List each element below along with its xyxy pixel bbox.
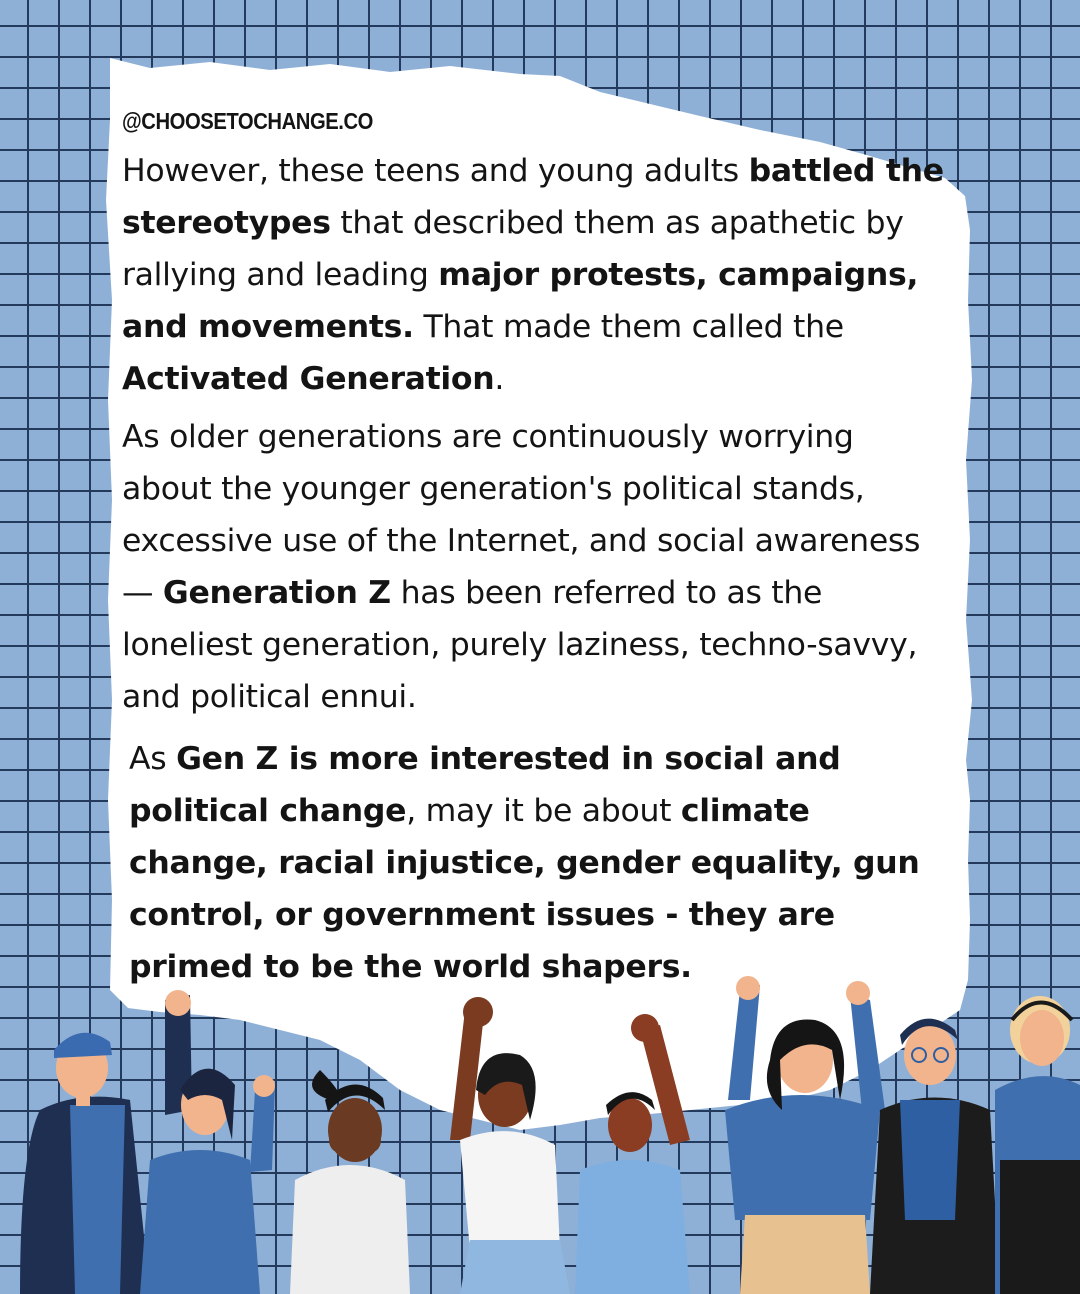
text-span: , may it be about bbox=[406, 793, 681, 829]
text-span: As bbox=[129, 741, 177, 777]
girl-ponytail bbox=[290, 1070, 410, 1294]
bold-span: major protests, campaigns, and movements. bbox=[122, 257, 919, 345]
woman-dark-hair bbox=[140, 1069, 275, 1294]
bold-span: climate change, racial injustice, gender equality, gun control, or government issues - they are primed to be the world shapers. bbox=[129, 793, 920, 985]
text-span: . bbox=[494, 361, 505, 397]
woman-arms-up bbox=[725, 976, 885, 1294]
text-span: However, these teens and young adults bbox=[122, 153, 749, 189]
boy-raised-fist bbox=[575, 1014, 690, 1294]
bold-span: battled the stereotypes bbox=[122, 153, 944, 241]
man-glasses bbox=[870, 1019, 1000, 1294]
text-span: that described them as apathetic by rallying and leading bbox=[122, 205, 904, 293]
bold-span: Gen Z is more interested in social and political change bbox=[129, 741, 841, 829]
woman-blonde bbox=[995, 996, 1080, 1294]
account-handle: @CHOOSETOCHANGE.CO bbox=[122, 108, 373, 134]
text-span: That made them called the bbox=[413, 309, 844, 345]
text-span: has been referred to as the loneliest generation, purely laziness, techno-savvy, and political ennui. bbox=[122, 575, 918, 715]
woman-raised-fists bbox=[450, 997, 570, 1294]
bold-span: Generation Z bbox=[162, 575, 391, 611]
bold-span: Activated Generation bbox=[122, 361, 495, 397]
text-span: As older generations are continuously worrying about the younger generation's political stands, excessive use of the Internet, and social awareness — bbox=[122, 419, 921, 611]
